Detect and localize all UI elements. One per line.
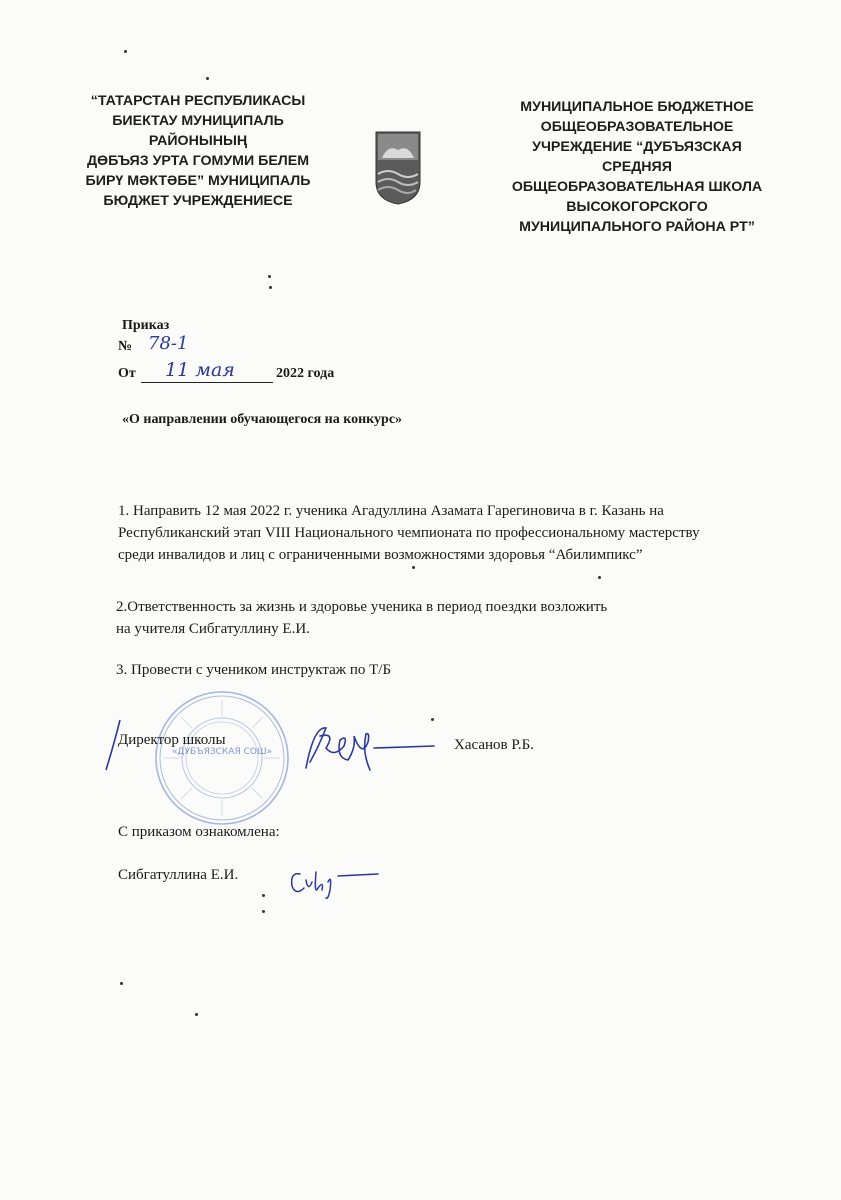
acknowledged-name: Сибгатуллина Е.И. <box>118 867 239 883</box>
director-name: Хасанов Р.Б. <box>454 737 534 753</box>
scan-speck <box>195 1013 198 1016</box>
order-number-value: 78-1 <box>148 333 189 354</box>
header-right-line: УЧРЕЖДЕНИЕ “ДУБЪЯЗСКАЯ <box>532 139 742 155</box>
scan-speck <box>124 50 127 53</box>
header-left-line: БИРҮ МӘКТӘБЕ” МУНИЦИПАЛЬ <box>85 173 311 189</box>
paragraph-1-line: 1. Направить 12 мая 2022 г. ученика Агадуллина Азамата Гарегиновича в г. Казань на <box>118 503 664 519</box>
stamp-text: «ДУБЪЯЗСКАЯ СОШ» <box>171 747 273 757</box>
header-right-line: МУНИЦИПАЛЬНОЕ БЮДЖЕТНОЕ <box>520 99 754 115</box>
header-right-line: ОБЩЕОБРАЗОВАТЕЛЬНОЕ <box>540 119 734 135</box>
order-subject: «О направлении обучающегося на конкурс» <box>122 412 403 427</box>
header-left-line: ДӨБЪЯЗ УРТА ГОМУМИ БЕЛЕМ <box>86 153 310 169</box>
paragraph-2 <box>116 596 607 640</box>
scan-speck <box>206 77 209 80</box>
header-right-line: ВЫСОКОГОРСКОГО <box>566 199 708 215</box>
director-title: Директор школы <box>118 732 226 748</box>
paragraph-1-line: Республиканский этап VIII Национального чемпионата по профессиональному мастерству <box>118 525 700 541</box>
order-title: Приказ <box>122 318 170 333</box>
paragraph-2-line: на учителя Сибгатуллину Е.И. <box>116 621 310 637</box>
scan-speck <box>268 275 271 278</box>
scan-speck <box>262 910 265 913</box>
scan-speck <box>262 894 265 897</box>
scan-speck <box>431 718 434 721</box>
scan-speck <box>598 576 601 579</box>
acknowledged-label: С приказом ознакомлена: <box>118 824 280 840</box>
date-underline <box>141 382 273 383</box>
header-right-line: ОБЩЕОБРАЗОВАТЕЛЬНАЯ ШКОЛА <box>511 179 763 195</box>
header-left-line: “ТАТАРСТАН РЕСПУБЛИКАСЫ <box>90 93 306 109</box>
header-right-line: СРЕДНЯЯ <box>602 159 672 175</box>
paragraph-1-line: среди инвалидов и лиц с ограниченными возможностями здоровья “Абилимпикс” <box>118 547 643 563</box>
order-year-text: 2022 года <box>276 366 335 381</box>
acknowledged-signature <box>282 852 382 902</box>
paragraph-3: 3. Провести с учеником инструктаж по Т/Б <box>116 662 392 678</box>
header-left-line: БИЕКТАУ МУНИЦИПАЛЬ <box>112 113 284 129</box>
order-date-value: 11 мая <box>165 359 235 381</box>
paragraph-1 <box>118 500 700 566</box>
coat-of-arms-icon <box>374 130 422 206</box>
scan-speck <box>412 566 415 569</box>
scan-speck <box>269 286 272 289</box>
order-date-label: От <box>118 366 136 381</box>
header-left-block <box>48 91 348 211</box>
header-right-block <box>472 97 802 237</box>
header-right-line: МУНИЦИПАЛЬНОГО РАЙОНА РТ” <box>519 219 755 235</box>
school-stamp <box>152 688 292 828</box>
header-left-line: РАЙОНЫНЫҢ <box>148 133 248 149</box>
header-left-line: БЮДЖЕТ УЧРЕЖДЕНИЕСЕ <box>103 193 293 209</box>
paragraph-2-line: 2.Ответственность за жизнь и здоровье ученика в период поездки возложить <box>116 599 608 615</box>
director-signature <box>296 718 446 778</box>
order-number-label: № <box>118 339 133 354</box>
scan-speck <box>120 982 123 985</box>
